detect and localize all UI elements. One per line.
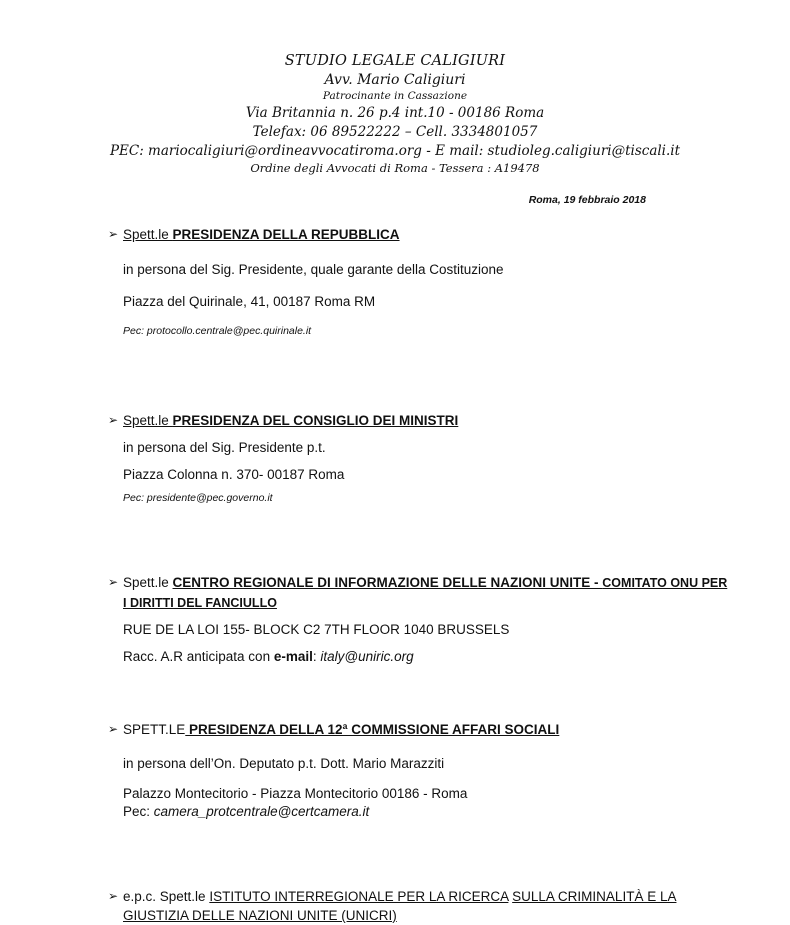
recipient-line: in persona dell’On. Deputato p.t. Dott. Mario Marazziti (123, 756, 445, 771)
arrow-bullet-icon: ➢ (108, 227, 119, 241)
recipient-block (108, 411, 728, 504)
email-label: e-mail (273, 649, 313, 664)
recipient-line: Piazza Colonna n. 370- 00187 Roma (123, 467, 345, 482)
recipient-heading (108, 573, 728, 613)
recipient-prefix: Spett.le (123, 413, 173, 428)
recipient-name-part2: SULLA CRIMINALITÀ E LA GIUSTIZIA DELLE NAZIONI UNITE (UNICRI) (123, 889, 677, 923)
recipient-block (108, 225, 728, 337)
recipient-block (108, 720, 728, 821)
recipient-pec: Pec: presidente@pec.governo.it (123, 492, 273, 504)
bar-registry: Ordine degli Avvocati di Roma - Tessera : A19478 (250, 161, 540, 175)
recipient-name: CENTRO REGIONALE DI INFORMAZIONE DELLE NAZIONI UNITE - (172, 575, 603, 590)
firm-name: STUDIO LEGALE CALIGIURI (284, 53, 506, 69)
firm-email: PEC: mariocaligiuri@ordineavvocatiroma.org - E mail: studioleg.caligiuri@tiscali.it (109, 143, 681, 159)
letter-date: Roma, 19 febbraio 2018 (528, 194, 646, 206)
recipient-name-part1: ISTITUTO INTERREGIONALE PER LA RICERCA (209, 889, 509, 904)
recipient-line-prefix: Racc. A.R anticipata con (123, 649, 274, 664)
pec-email: camera_protcentrale@certcamera.it (153, 804, 370, 819)
recipient-prefix: Spett.le (123, 227, 173, 242)
recipient-block (108, 573, 728, 666)
recipient-pec: Pec: protocollo.centrale@pec.quirinale.it (123, 325, 312, 337)
firm-address: Via Britannia n. 26 p.4 int.10 - 00186 Roma (245, 105, 545, 121)
lawyer-role: Patrocinante in Cassazione (322, 90, 468, 102)
recipient-line: in persona del Sig. Presidente, quale garante della Costituzione (123, 262, 504, 277)
recipient-line: Piazza del Quirinale, 41, 00187 Roma RM (123, 294, 376, 309)
firm-phone: Telefax: 06 89522222 – Cell. 3334801057 (252, 124, 538, 140)
recipient-line: Palazzo Montecitorio - Piazza Montecitorio 00186 - Roma (123, 786, 468, 801)
arrow-bullet-icon: ➢ (108, 413, 119, 427)
arrow-bullet-icon: ➢ (108, 889, 119, 903)
recipient-name-tail: COMITATO ONU PER I DIRITTI DEL FANCIULLO (123, 576, 728, 610)
pec-label: Pec: (123, 804, 154, 819)
recipient-block (108, 887, 708, 925)
recipient-pec (108, 803, 728, 821)
recipient-heading (108, 411, 728, 430)
recipient-email: italy@uniric.org (320, 649, 414, 664)
recipient-name: PRESIDENZA DELLA REPUBBLICA (172, 227, 400, 242)
recipient-name: PRESIDENZA DELLA 12ª COMMISSIONE AFFARI SOCIALI (185, 722, 560, 737)
recipient-line: RUE DE LA LOI 155- BLOCK C2 7TH FLOOR 1040 BRUSSELS (123, 622, 510, 637)
recipient-heading (108, 720, 728, 739)
recipient-line (108, 648, 728, 666)
recipient-name: PRESIDENZA DEL CONSIGLIO DEI MINISTRI (172, 413, 459, 428)
recipient-prefix: e.p.c. Spett.le (123, 889, 210, 904)
recipient-prefix: SPETT.LE (123, 722, 186, 737)
email-colon: : (312, 649, 321, 664)
recipient-prefix: Spett.le (123, 575, 173, 590)
lawyer-name: Avv. Mario Caligiuri (324, 72, 466, 88)
recipient-heading (108, 225, 728, 244)
letterhead (0, 52, 790, 176)
arrow-bullet-icon: ➢ (108, 722, 119, 736)
recipient-line: in persona del Sig. Presidente p.t. (123, 440, 326, 455)
arrow-bullet-icon: ➢ (108, 575, 119, 589)
recipient-heading (108, 887, 708, 925)
